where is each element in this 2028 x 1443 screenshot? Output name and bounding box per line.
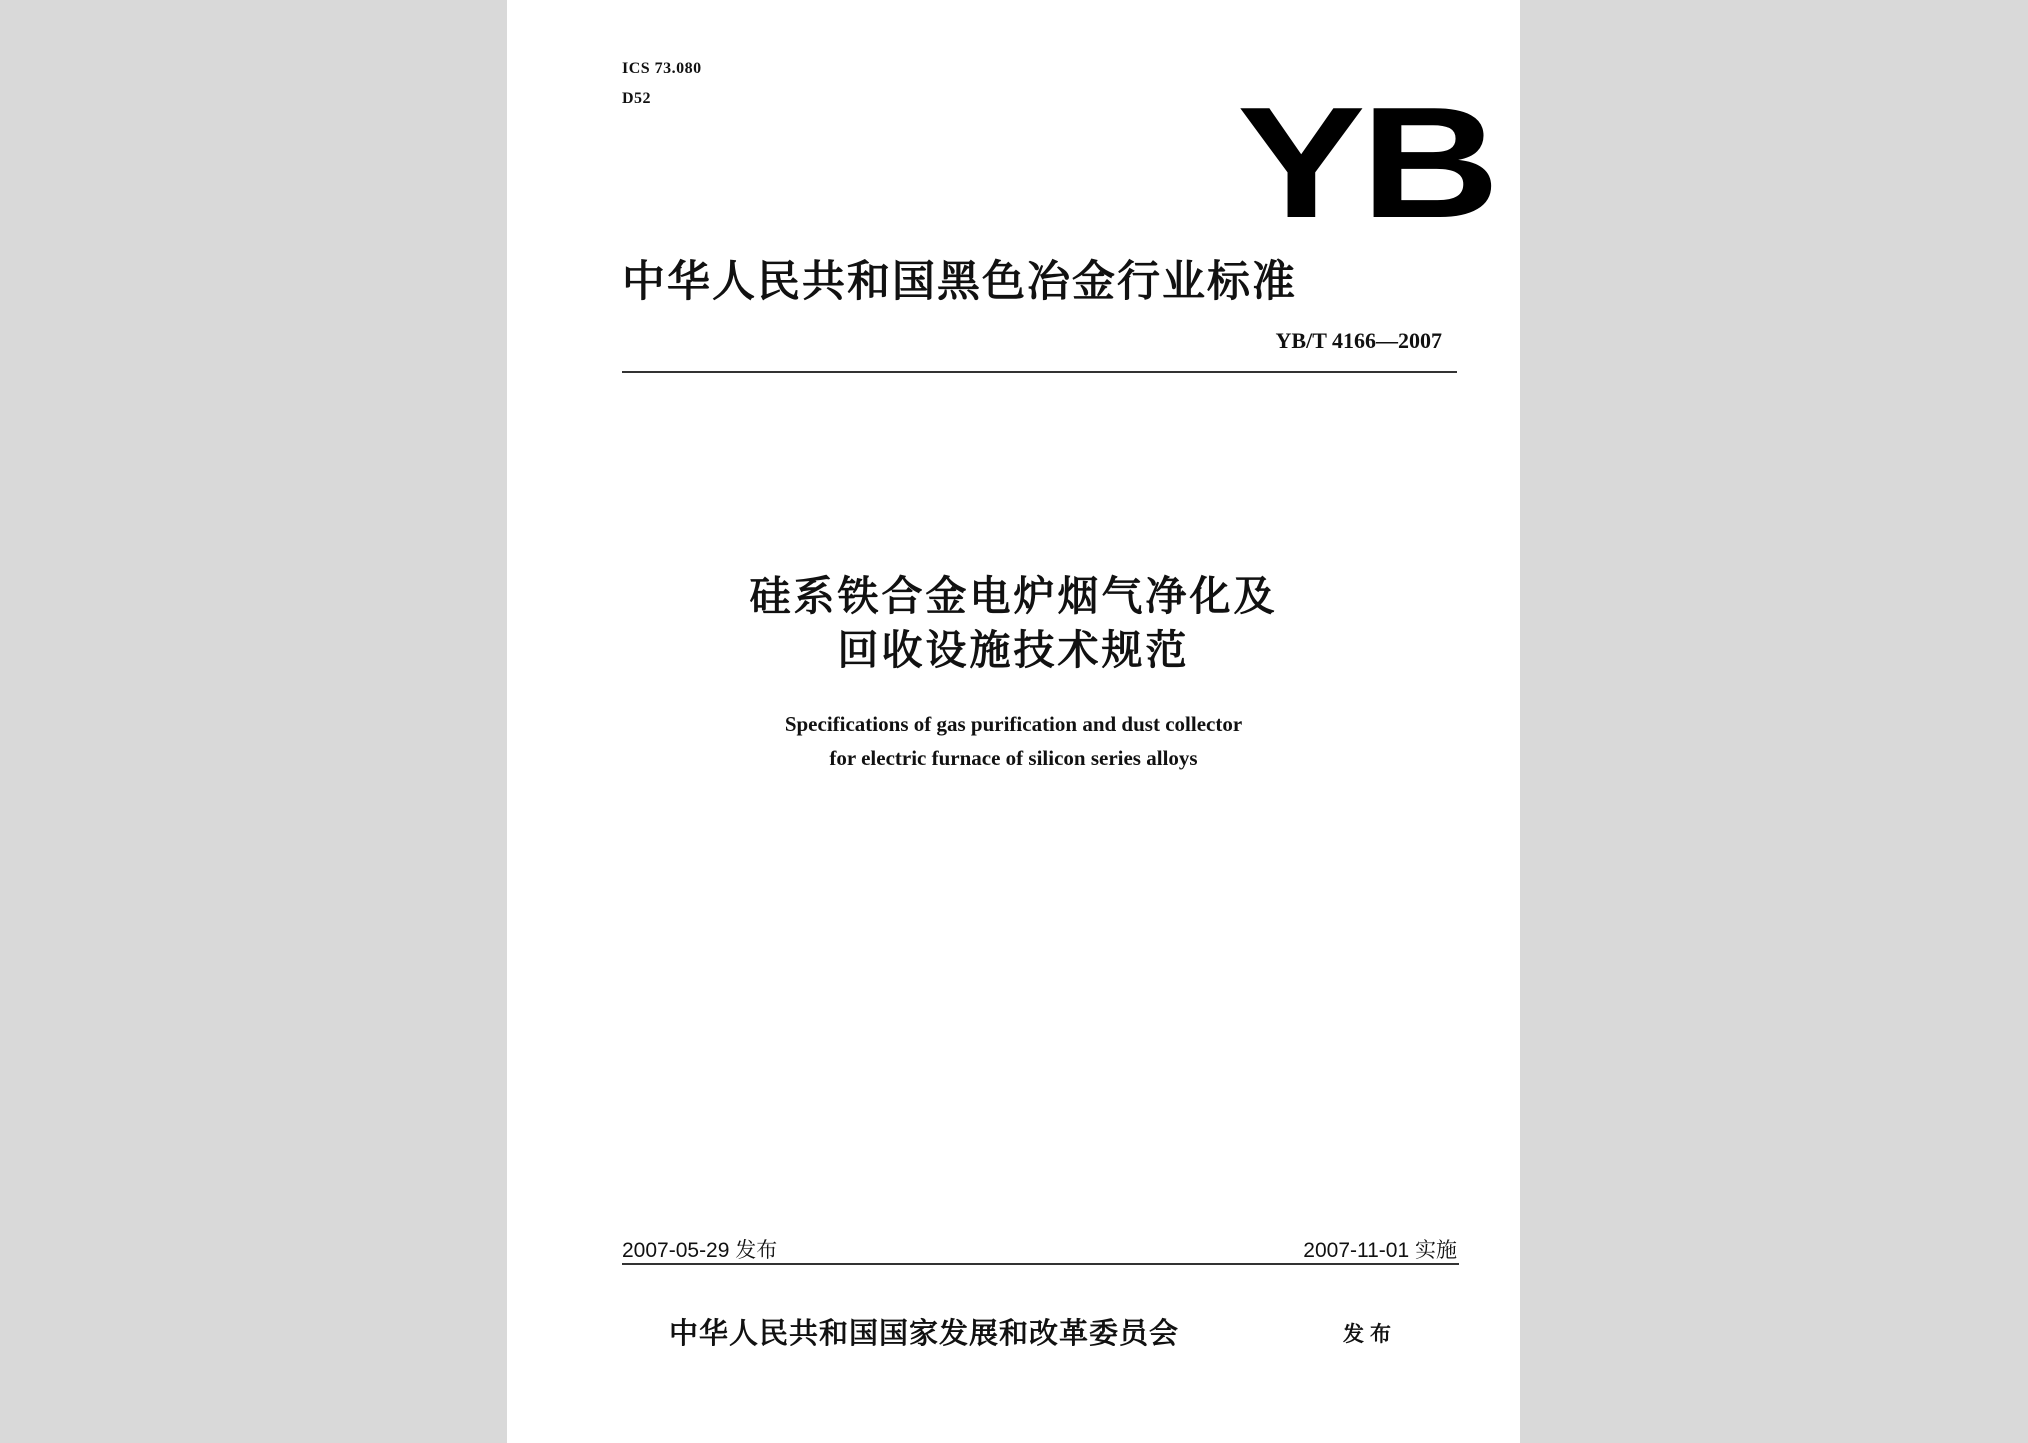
issue-date: 2007-05-29 发布 <box>622 1239 778 1262</box>
issuer-action: 发布 <box>1343 1322 1397 1346</box>
top-divider <box>622 371 1457 373</box>
classification-code: D52 <box>622 90 652 107</box>
ics-code: ICS 73.080 <box>622 60 702 77</box>
bottom-divider <box>622 1263 1459 1265</box>
implementation-date: 2007-11-01 实施 <box>1303 1239 1457 1262</box>
title-en-line2: for electric furnace of silicon series alloys <box>829 746 1198 770</box>
document-page <box>507 0 1520 1443</box>
title-zh-line1: 硅系铁合金电炉烟气净化及 <box>749 572 1278 620</box>
standard-number: YB/T 4166—2007 <box>1275 328 1442 353</box>
yb-logo: YB <box>1237 75 1496 251</box>
title-en-line1: Specifications of gas purification and dust collector <box>784 712 1243 736</box>
issuer: 中华人民共和国国家发展和改革委员会 <box>669 1316 1180 1350</box>
industry-standard-title: 中华人民共和国黑色冶金行业标准 <box>622 257 1297 307</box>
title-zh-line2: 回收设施技术规范 <box>837 626 1190 674</box>
